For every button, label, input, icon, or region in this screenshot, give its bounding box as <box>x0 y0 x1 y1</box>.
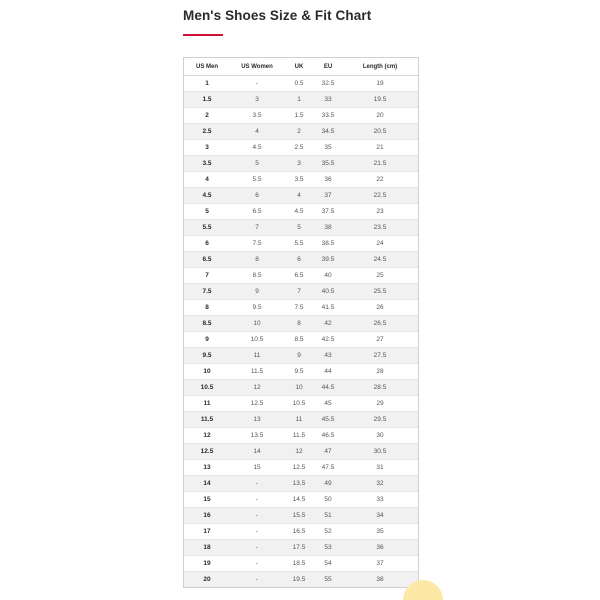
cell-eu: 32.5 <box>314 76 342 92</box>
cell-length-cm: 22.5 <box>342 188 418 204</box>
cell-eu: 33.5 <box>314 108 342 124</box>
table-row <box>184 124 418 140</box>
cell-uk: 5.5 <box>284 236 314 252</box>
cell-uk: 12.5 <box>284 460 314 476</box>
header-length-cm: Length (cm) <box>342 58 418 76</box>
cell-uk: 17.5 <box>284 540 314 556</box>
cell-eu: 44.5 <box>314 380 342 396</box>
cell-us-men: 5.5 <box>184 220 230 236</box>
cell-length-cm: 38 <box>342 572 418 588</box>
cell-uk: 10.5 <box>284 396 314 412</box>
table-row <box>184 540 418 556</box>
cell-length-cm: 28.5 <box>342 380 418 396</box>
cell-length-cm: 31 <box>342 460 418 476</box>
cell-us-women: - <box>230 76 284 92</box>
cell-eu: 55 <box>314 572 342 588</box>
cell-us-women: 13.5 <box>230 428 284 444</box>
table-row <box>184 348 418 364</box>
cell-length-cm: 37 <box>342 556 418 572</box>
cell-eu: 54 <box>314 556 342 572</box>
cell-uk: 7.5 <box>284 300 314 316</box>
cell-us-men: 17 <box>184 524 230 540</box>
cell-eu: 40 <box>314 268 342 284</box>
cell-us-men: 10 <box>184 364 230 380</box>
table-row <box>184 380 418 396</box>
cell-eu: 40.5 <box>314 284 342 300</box>
cell-us-women: 15 <box>230 460 284 476</box>
cell-length-cm: 30.5 <box>342 444 418 460</box>
table-row <box>184 476 418 492</box>
cell-eu: 37 <box>314 188 342 204</box>
cell-uk: 1.5 <box>284 108 314 124</box>
cell-us-men: 19 <box>184 556 230 572</box>
cell-uk: 1 <box>284 92 314 108</box>
cell-length-cm: 24.5 <box>342 252 418 268</box>
cell-eu: 36 <box>314 172 342 188</box>
cell-eu: 34.5 <box>314 124 342 140</box>
cell-us-men: 4 <box>184 172 230 188</box>
cell-uk: 8 <box>284 316 314 332</box>
cell-eu: 41.5 <box>314 300 342 316</box>
table-row <box>184 316 418 332</box>
table-row <box>184 76 418 92</box>
cell-us-men: 9 <box>184 332 230 348</box>
cell-us-women: - <box>230 524 284 540</box>
table-row <box>184 396 418 412</box>
cell-eu: 37.5 <box>314 204 342 220</box>
cell-us-women: - <box>230 556 284 572</box>
cell-us-men: 8 <box>184 300 230 316</box>
cell-us-women: 8.5 <box>230 268 284 284</box>
cell-uk: 16.5 <box>284 524 314 540</box>
table-row <box>184 188 418 204</box>
cell-us-men: 14 <box>184 476 230 492</box>
cell-us-men: 13 <box>184 460 230 476</box>
cell-us-women: 4 <box>230 124 284 140</box>
cell-length-cm: 19 <box>342 76 418 92</box>
cell-us-women: 4.5 <box>230 140 284 156</box>
cell-us-women: 8 <box>230 252 284 268</box>
cell-uk: 3.5 <box>284 172 314 188</box>
table-row <box>184 492 418 508</box>
table-row <box>184 412 418 428</box>
cell-length-cm: 23 <box>342 204 418 220</box>
cell-us-women: 10 <box>230 316 284 332</box>
cell-us-men: 16 <box>184 508 230 524</box>
cell-uk: 4 <box>284 188 314 204</box>
cell-length-cm: 24 <box>342 236 418 252</box>
cell-eu: 47.5 <box>314 460 342 476</box>
cell-us-women: 3.5 <box>230 108 284 124</box>
cell-eu: 51 <box>314 508 342 524</box>
cell-uk: 7 <box>284 284 314 300</box>
cell-uk: 9 <box>284 348 314 364</box>
cell-us-women: 11.5 <box>230 364 284 380</box>
table-row <box>184 508 418 524</box>
cell-us-men: 12.5 <box>184 444 230 460</box>
cell-us-men: 7.5 <box>184 284 230 300</box>
cell-us-men: 9.5 <box>184 348 230 364</box>
cell-us-men: 3 <box>184 140 230 156</box>
cell-us-women: 12.5 <box>230 396 284 412</box>
cell-us-women: - <box>230 572 284 588</box>
cell-uk: 2.5 <box>284 140 314 156</box>
cell-eu: 39.5 <box>314 252 342 268</box>
size-chart-table-container <box>183 57 419 588</box>
cell-eu: 46.5 <box>314 428 342 444</box>
table-row <box>184 140 418 156</box>
cell-us-women: 14 <box>230 444 284 460</box>
table-row <box>184 220 418 236</box>
cell-eu: 50 <box>314 492 342 508</box>
cell-uk: 6 <box>284 252 314 268</box>
cell-us-men: 1 <box>184 76 230 92</box>
cell-uk: 10 <box>284 380 314 396</box>
cell-length-cm: 20 <box>342 108 418 124</box>
cell-eu: 33 <box>314 92 342 108</box>
cell-length-cm: 26.5 <box>342 316 418 332</box>
cell-length-cm: 32 <box>342 476 418 492</box>
cell-uk: 13.5 <box>284 476 314 492</box>
cell-us-women: 3 <box>230 92 284 108</box>
cell-uk: 11.5 <box>284 428 314 444</box>
cell-us-men: 10.5 <box>184 380 230 396</box>
cell-eu: 53 <box>314 540 342 556</box>
cell-length-cm: 36 <box>342 540 418 556</box>
cell-length-cm: 22 <box>342 172 418 188</box>
cell-us-men: 2 <box>184 108 230 124</box>
cell-uk: 0.5 <box>284 76 314 92</box>
table-row <box>184 524 418 540</box>
cell-eu: 43 <box>314 348 342 364</box>
table-row <box>184 156 418 172</box>
cell-us-men: 11.5 <box>184 412 230 428</box>
table-row <box>184 460 418 476</box>
table-row <box>184 108 418 124</box>
header-us-women: US Women <box>230 58 284 76</box>
cell-length-cm: 25.5 <box>342 284 418 300</box>
table-row <box>184 428 418 444</box>
cell-uk: 3 <box>284 156 314 172</box>
cell-eu: 45 <box>314 396 342 412</box>
cell-uk: 12 <box>284 444 314 460</box>
cell-length-cm: 28 <box>342 364 418 380</box>
header-eu: EU <box>314 58 342 76</box>
table-row <box>184 572 418 588</box>
cell-length-cm: 29 <box>342 396 418 412</box>
cell-uk: 2 <box>284 124 314 140</box>
cell-length-cm: 19.5 <box>342 92 418 108</box>
cell-us-women: 12 <box>230 380 284 396</box>
cell-eu: 52 <box>314 524 342 540</box>
table-row <box>184 172 418 188</box>
cell-uk: 11 <box>284 412 314 428</box>
header-uk: UK <box>284 58 314 76</box>
cell-length-cm: 23.5 <box>342 220 418 236</box>
cell-eu: 38.5 <box>314 236 342 252</box>
cell-us-women: 6.5 <box>230 204 284 220</box>
cell-uk: 19.5 <box>284 572 314 588</box>
cell-uk: 6.5 <box>284 268 314 284</box>
table-row <box>184 92 418 108</box>
cell-us-men: 6 <box>184 236 230 252</box>
table-row <box>184 300 418 316</box>
cell-us-men: 1.5 <box>184 92 230 108</box>
cell-us-women: 7 <box>230 220 284 236</box>
table-row <box>184 364 418 380</box>
cell-eu: 35 <box>314 140 342 156</box>
table-row <box>184 284 418 300</box>
cell-length-cm: 33 <box>342 492 418 508</box>
cell-length-cm: 21 <box>342 140 418 156</box>
cell-eu: 47 <box>314 444 342 460</box>
cell-us-men: 5 <box>184 204 230 220</box>
cell-eu: 42 <box>314 316 342 332</box>
cell-us-women: - <box>230 540 284 556</box>
cell-us-women: 11 <box>230 348 284 364</box>
table-body <box>184 76 418 588</box>
cell-length-cm: 21.5 <box>342 156 418 172</box>
cell-eu: 45.5 <box>314 412 342 428</box>
cell-us-women: 10.5 <box>230 332 284 348</box>
cell-us-women: 6 <box>230 188 284 204</box>
cell-us-men: 15 <box>184 492 230 508</box>
cell-us-women: 9.5 <box>230 300 284 316</box>
size-chart-table <box>184 58 418 587</box>
cell-length-cm: 27 <box>342 332 418 348</box>
title-underline <box>183 34 223 36</box>
cell-us-women: 5.5 <box>230 172 284 188</box>
table-row <box>184 556 418 572</box>
table-row <box>184 444 418 460</box>
header-us-men: US Men <box>184 58 230 76</box>
table-row <box>184 252 418 268</box>
cell-length-cm: 27.5 <box>342 348 418 364</box>
table-row <box>184 236 418 252</box>
cell-eu: 38 <box>314 220 342 236</box>
cell-us-men: 18 <box>184 540 230 556</box>
cell-uk: 18.5 <box>284 556 314 572</box>
cell-length-cm: 26 <box>342 300 418 316</box>
cell-length-cm: 30 <box>342 428 418 444</box>
cell-us-men: 6.5 <box>184 252 230 268</box>
cell-us-women: - <box>230 492 284 508</box>
cell-us-men: 20 <box>184 572 230 588</box>
cell-us-women: 13 <box>230 412 284 428</box>
table-row <box>184 204 418 220</box>
cell-us-men: 2.5 <box>184 124 230 140</box>
cell-uk: 14.5 <box>284 492 314 508</box>
table-row <box>184 332 418 348</box>
cell-uk: 9.5 <box>284 364 314 380</box>
cell-uk: 4.5 <box>284 204 314 220</box>
cell-us-men: 12 <box>184 428 230 444</box>
cell-uk: 15.5 <box>284 508 314 524</box>
cell-us-women: 5 <box>230 156 284 172</box>
cell-us-men: 3.5 <box>184 156 230 172</box>
cell-eu: 42.5 <box>314 332 342 348</box>
cell-eu: 35.5 <box>314 156 342 172</box>
cell-us-women: 9 <box>230 284 284 300</box>
cell-length-cm: 35 <box>342 524 418 540</box>
cell-us-men: 7 <box>184 268 230 284</box>
cell-length-cm: 29.5 <box>342 412 418 428</box>
cell-us-men: 4.5 <box>184 188 230 204</box>
page-title: Men's Shoes Size & Fit Chart <box>183 8 372 23</box>
cell-eu: 44 <box>314 364 342 380</box>
cell-us-men: 11 <box>184 396 230 412</box>
table-row <box>184 268 418 284</box>
cell-uk: 8.5 <box>284 332 314 348</box>
cell-us-men: 8.5 <box>184 316 230 332</box>
cell-eu: 49 <box>314 476 342 492</box>
cell-length-cm: 25 <box>342 268 418 284</box>
cell-us-women: - <box>230 508 284 524</box>
cell-length-cm: 34 <box>342 508 418 524</box>
cell-us-women: - <box>230 476 284 492</box>
cell-uk: 5 <box>284 220 314 236</box>
cell-us-women: 7.5 <box>230 236 284 252</box>
cell-length-cm: 20.5 <box>342 124 418 140</box>
table-header-row <box>184 58 418 76</box>
